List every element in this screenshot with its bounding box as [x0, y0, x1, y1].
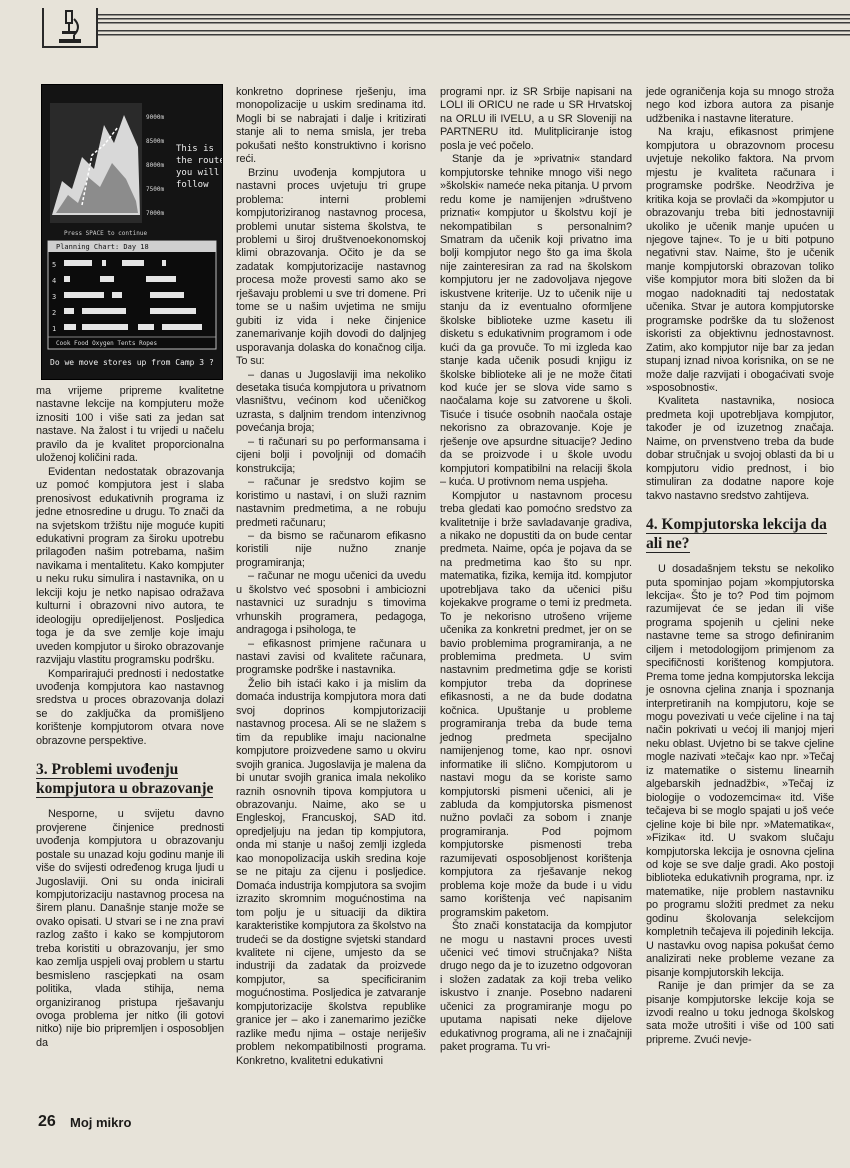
game-screenshot [42, 85, 222, 379]
map-caption-line: This is [176, 144, 214, 154]
chart-row-number: 4 [52, 277, 57, 285]
paragraph: programi npr. iz SR Srbije napisani na LOLI ili ORICU ne rade u SR Hrvatskoj na ORLU ili IVELU, a u SR Sloveniji na PARTNERU itd. Mulitpliciranje istog posla je već počelo. [440, 86, 632, 152]
map-label: 8000m [146, 162, 165, 169]
section-heading-3-text: 3. Problemi uvođenju kompjutora u obrazovanje [36, 761, 214, 798]
map-caption-line: follow [176, 180, 209, 190]
chart-row-number: 3 [52, 293, 57, 301]
paragraph: konkretno doprinese rješenju, ima monopolizacije u uskim sredinama itd. Mogli bi se nabrajati i dalje i kritizirati stanje ali to nema smisla, jer treba pokušati nešto konstruktivno i korisno reći. [236, 86, 426, 166]
map-caption-line: the route [176, 156, 222, 166]
chart-row-number: 1 [52, 325, 57, 333]
header-rule-gap [98, 24, 850, 30]
paragraph: Brzinu uvođenja kompjutora u nastavni proces uvjetuju tri grupe problema: interni problemi kompjutoriziranog nastavnog procesa, problemi unutar sistema školstva, te problemi u široj društvenoekonomskoj klimi obrazovanja. Očito je da se zadatak kompjutorizacije nastavnog procesa može provesti samo ako se rješavaju problemi u sve tri domene. Pri tome se u našim uvjetima ne smiju gubiti iz vida i neke činjenice zanemarivanje kojih dovodi do daljnjeg usporavanja dolaska do konačnog cilja. To su: [236, 166, 426, 368]
list-item: – danas u Jugoslaviji ima nekoliko desetaka tisuća kompjutora u privatnom vlasništvu, većinom kod učeničkog uzrasta, s daljnim trendom intenzivnog povećanja broja; [236, 368, 426, 435]
chart-row-number: 5 [52, 261, 57, 269]
paragraph: jede ograničenja koja su mnogo stroža nego kod izbora autora za pisanje udžbenika i nastavne literature. [646, 86, 834, 125]
text-column-1 [36, 385, 224, 1050]
list-item: – efikasnost primjene računara u nastavi zavisi od kvalitete računara, programske podrške i nastavnika. [236, 637, 426, 677]
header-icon-box [42, 8, 98, 48]
section-heading-4 [646, 515, 834, 553]
text-column-3 [440, 86, 632, 1055]
paragraph: Što znači konstatacija da kompjutor ne mogu u nastavni proces uvesti učenici već timovi stručnjaka? Ništa drugo nego da je to izuzetno odgovoran i složen zadatak za koji treba veliko iskustvo i znanje. Posebno nadareni učenici za programiranje mogu po uputama napisati neke dijelove edukativnog programa, ali ne i značajniji paket programa. Tu vri- [440, 920, 632, 1054]
text-column-2 [236, 86, 426, 1068]
planning-chart-footer: Cook Food Oxygen Tents Ropes [56, 340, 158, 347]
text-column-4 [646, 86, 834, 1047]
magazine-name: Moj mikro [70, 1115, 132, 1130]
game-question: Do we move stores up from Camp 3 ? [50, 358, 214, 367]
paragraph: Kvaliteta nastavnika, nosioca predmeta koji upotrebljava kompjutor, također je od izuzetnog značaja. Naime, on prvenstveno treba da bude dobar stručnjak u svojoj oblasti da bi u kompjutoru vidio prednost, i bio stimuliran za dodatne napore koje takvo nastavno sredstvo zahtijeva. [646, 395, 834, 502]
list-item: – računar je sredstvo kojim se koristimo u nastavi, i on služi raznim nastavnim predmetima, a ne robuju predmeti računaru; [236, 476, 426, 529]
paragraph: Želio bih istaći kako i ja mislim da domaća industrija kompjutora mora dati svoj doprinos kompjutorizaciji nastavnog procesa. Ali se ne slažem s tim da republike imaju nacionalne kompjutore proizvedene samo u okviru svojih granica. Jugoslavija je malena da bi unutar svojih granica imala nekoliko raznih osnovnih tipova kompjutora u obrazovanju. Naime, ako se u Engleskoj, Francuskoj, SAD itd. opredjeljuju na jedan tip kompjutora, onda mi stanje u našoj zemlji izgleda kao monopolizacija uskih sredina koje se ne pitaju za cijenu i posljedice. Domaća industrija kompjutora sa svojim izrazito skromnim mogućnostima na tom polju je u situaciji da diktira karakteristike kompjutora za školstvo na trudeći se da dostigne svjetski standard kvalitete ni cijene, umjesto da se industriji da zadatak da proizvede kompjutor, sa specificiranim mogućnostima. Posljedica je zatvaranje kompjutorizacije školstva republike granice jer – ako i zanemarimo jezičke razlike među njima – ostaje neriješiv problem nekompatibilnosti programa. Konkretno, kvalitetni edukativni [236, 677, 426, 1067]
chart-row-number: 2 [52, 309, 57, 317]
paragraph: Na kraju, efikasnost primjene kompjutora u obrazovnom procesu uvjetuje nekoliko faktora. Na prvom mjestu je kvaliteta računara i programske podrške. Neodrživa je kritika koja se provlači da »kompjutor u obrazovanju treba biti jednostavniji ukoliko je učenik manje upućen u njegove tajne«. To je u biti potpuno negativni stav. Naime, što je učenik manje kompjutorski obrazovan toliko više kompjutor mora biti složen da bi mogao nadoknaditi taj nedostatak učenika. Stvar je autora kompjutorske programske podrške da tu složenost iskoristi za objektivnu jednostavnost. Zatim, ako kompjutor nije bar za jedan stupanj iznad nivoa korisnika, on se ne može dalje razvijati i obogaćivati svoje »sposobnosti«. [646, 126, 834, 394]
paragraph: Ranije je dan primjer da se za pisanje kompjutorske lekcije koja se izvodi realno u toku jednoga školskog sata može utrošiti i više od 100 sati pripreme. Zvući nevje- [646, 980, 834, 1046]
paragraph: Stanje da je »privatni« standard kompjutorske tehnike mnogo viši nego »školski« nameće neka pitanja. U prvom redu kome je namijenjen »društveno priznati« kompjutor u školstvu kojí je nekompatibilan s personalnim? Smatram da učenik koji privatno ima bolji kompjutor nego što ga ima škola nije zainteresiran za rad na školskom kompjutoru jer ne zadovoljava njegove iskustvene kriterije. Uz to učenik nije u stanju da iz eventualno oformljene školske biblioteke uzme kasetu ili disketu s edukativnim programom i ode kući da ga provuče. To mi izgleda kao stanje kada učenik posudi knjigu iz školske biblioteke ali je ne može čitati kod kuće jer se slova vide samo s naočalama koje su zatvorene u školi. Tisuće i tisuće osobnih naočala ostaje nekorisno za obrazovanje. Koje je rješenje ove apsurdne situacije? Jedino da se proizvode i u škole uvodu kompjutori kompatibilni na relaciji škola – kuća. U protivnom nema uspjeha. [440, 153, 632, 489]
list-item: – računar ne mogu učenici da uvedu u školstvo već sposobni i ambiciozni nastavnici uz suradnju s timovima vrhunskih programera, pedagoga, andragoga i psihologa, te [236, 570, 426, 637]
press-space-text: Press SPACE to continue [64, 230, 148, 237]
map-label: 7500m [146, 186, 165, 193]
paragraph: Kompjutor u nastavnom procesu treba gledati kao pomoćno sredstvo za kvalitetnije i brže savladavanje gradiva, a nikako ne dopustiti da on bude centar predmeta. Naime, opća je pojava da se na predmetima kao što su npr. matematika, fizika, kemija itd. kompjutor upotrebljava tako da učenici pišu kojekakve programe o temi iz predmeta. To je nekorisno utrošeno vrijeme učenika za konkretni predmet, jer on se bavio problemima programiranja, a ne problemima predmeta. U svim nastavnim predmetima gdje se koristi kompjutor treba da doprinese efikasnosti, a ne da bude dodatna kočnica. Upuštanje u probleme programiranja treba da bude tema jednog predmeta specijalno namijenjenog tome, kao npr. osnovi informatike ili slično. Kompjutorom u nastavi mogu da se koriste samo kompjutorski pismeni učenici, ali je zabluda da kompjutorska pismenost nužno povlači za sobom i znanje programiranja. Pod pojmom kompjutorske pismenosti treba razumijevati osposobljenost korištenja kompjutora za rješavanje nekog problema koje može da bude i u vidu samo korištenja već napisanim programskim paketom. [440, 489, 632, 919]
paragraph: ma vrijeme pripreme kvalitetne nastavne lekcije na kompjuteru može iznositi 100 i više sati za jedan sat nastave. Na žalost i tu vrijedi u načelu pravilo da je kvalitet proporcionalna uloženoj količini rada. [36, 385, 224, 465]
section-heading-4-text: 4. Kompjutorska lekcija da ali ne? [646, 516, 827, 553]
map-label: 8500m [146, 138, 165, 145]
map-caption-line: you will [176, 168, 220, 178]
planning-chart-title: Planning Chart: Day 18 [56, 243, 149, 251]
list-item: – ti računari su po performansama i cijeni bolji i povoljniji od domaćih konstrukcija; [236, 435, 426, 475]
paragraph: Komparirajući prednosti i nedostatke uvođenja kompjutora kao nastavnog sredstva u proces obrazovanja dolazi se do zaključka da promišljeno korištenje kompjutorom otvara nove obrazovne perspektive. [36, 667, 224, 747]
page-number: 26 [38, 1113, 56, 1130]
paragraph: U dosadašnjem tekstu se nekoliko puta spominjao pojam »kompjutorska lekcija«. Što je to? Pod tim pojmom razumijevat će se jedan ili više programa spojenih u cjelini neke nastavne teme sa strogo definiranim ciljem i metodologijom primjenom za specifičnosti korištenog kompjutora. Prema tome jedna kompjutorska lekcija je osnovna cjelina znanja i spoznanja interpretiranih na kompjutoru, koje se mogu povezivati u veće cijeline i na taj način pokrivati u većoj ili manjoj mjeri neku oblast. Uvjetno bi se takve cjeline mogle nazivati »tečaj« kao npr. »Tečaj iz matematike o sistemu linearnih algebarskih jednadžbi«, »Tečaj iz biologije o vodozemcima« itd. Više tečajeva bi se moglo spajati u još veće cjeline koje bi bile npr. »Matematika«, »Fizika« itd. U svakom slučaju kompjutorska lekcija je osnovna cjelina od koje se sve dalje gradi. Ako postoji biblioteka edukativnih programa, npr. iz matematike, nije problem nastavniku po programu složiti predmet za neku godinu školovanja selekcijom kompletnih tečajeva ili pojedinih lekcija. U nastavku ovog napisa pokušat ćemo analizirati neke probleme vezane za pisanje kompjutorskih lekcija. [646, 563, 834, 979]
map-label: 7000m [146, 210, 165, 217]
paragraph: Nesporne, u svijetu davno provjerene činjenice prednosti uvođenja kompjutora u obrazovanju postale su unazad koju godinu manje ili više do svijesti određenog kruga ljudi u Jugoslaviji. Oni su onda inicirali kompjutorizaciju nastavnog procesa na širem planu. Današnje stanje može se ovako opisati. U stvari se i ne zna pravi razlog zašto i kako se kompjutorom treba koristiti u obrazovanju, jer smo kao zemlja uspjeli ovaj problem u startu besmisleno rascjepkati na osam politika, vlada stihija, nema organiziranog pristupa rješavanju ovoga problema jer nitko (ili gotovi nitko) nije bio pripremljen i osposobljen da [36, 808, 224, 1049]
microscope-icon [56, 9, 84, 45]
section-heading-3 [36, 760, 224, 798]
paragraph: Evidentan nedostatak obrazovanja uz pomoć kompjutora jest i slaba prenosivost edukativnih programa iz jedne etnosredine u drugu. To znači da na svjetskom tržištu nije moguće kupiti edukativni program za široku upotrebu prilagođen našim potrebama, našim navikama i mentalitetu. Kako kompjuter u neku ruku simulira i nastavnika, on u lekciji koju je netko napisao odražava kulturni i obrazovni nivo autora, te ideologiju opredijeljenost. Posljedica toga je da sve zemlje koje imaju uveden kompjutor u široko obrazovanje razvijaju vlastitu programsku podršku. [36, 465, 224, 667]
list-item: – da bismo se računarom efikasno koristili nije nužno znanje programiranja; [236, 529, 426, 569]
map-label: 9000m [146, 114, 165, 121]
game-screenshot-figure [41, 84, 223, 380]
